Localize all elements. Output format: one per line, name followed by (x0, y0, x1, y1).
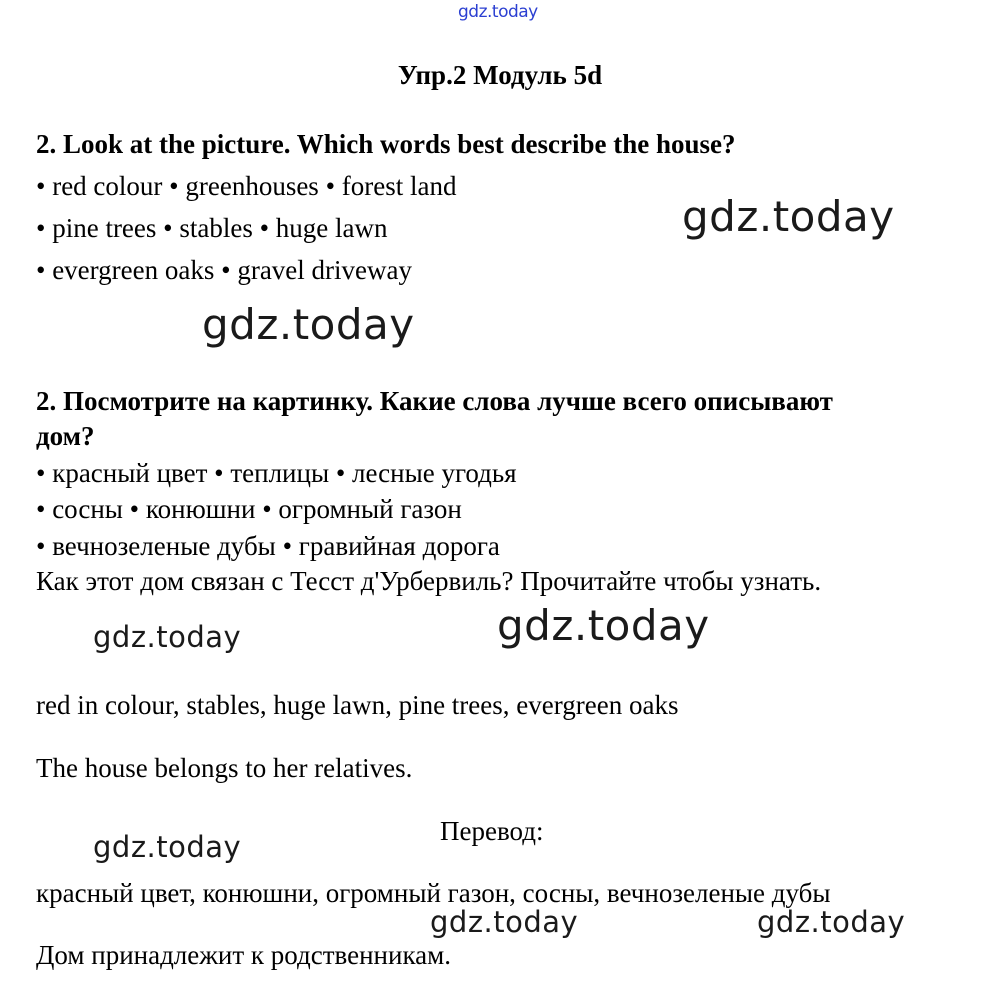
russian-question: Как этот дом связан с Тесст д'Урбервиль? Прочитайте чтобы узнать. (36, 566, 822, 596)
answer-line-2: The house belongs to her relatives. (36, 753, 413, 783)
english-option-line-1: • red colour • greenhouses • forest land (36, 171, 457, 201)
russian-option-line-2: • сосны • конюшни • огромный газон (36, 494, 462, 524)
page-title: Упр.2 Модуль 5d (397, 60, 603, 90)
english-option-line-2: • pine trees • stables • huge lawn (36, 213, 388, 243)
translation-line-1: красный цвет, конюшни, огромный газон, сосны, вечнозеленые дубы (36, 878, 831, 908)
watermark-3: gdz.today (93, 620, 242, 654)
watermark-7: gdz.today (757, 905, 906, 939)
russian-task-heading-line-1: 2. Посмотрите на картинку. Какие слова лучше всего описывают (36, 386, 833, 416)
watermark-1: gdz.today (682, 192, 895, 241)
russian-task-heading-line-2: дом? (36, 421, 95, 451)
translation-line-2: Дом принадлежит к родственникам. (36, 940, 451, 970)
top-watermark: gdz.today (458, 2, 538, 22)
english-option-line-3: • evergreen oaks • gravel driveway (36, 255, 412, 285)
english-task-heading: 2. Look at the picture. Which words best describe the house? (36, 129, 736, 159)
answer-line-1: red in colour, stables, huge lawn, pine trees, evergreen oaks (36, 690, 679, 720)
watermark-5: gdz.today (93, 830, 242, 864)
translation-label: Перевод: (440, 816, 544, 846)
watermark-4: gdz.today (497, 601, 710, 650)
russian-option-line-1: • красный цвет • теплицы • лесные угодья (36, 458, 517, 488)
russian-option-line-3: • вечнозеленые дубы • гравийная дорога (36, 531, 500, 561)
watermark-6: gdz.today (430, 905, 579, 939)
watermark-2: gdz.today (202, 300, 415, 349)
